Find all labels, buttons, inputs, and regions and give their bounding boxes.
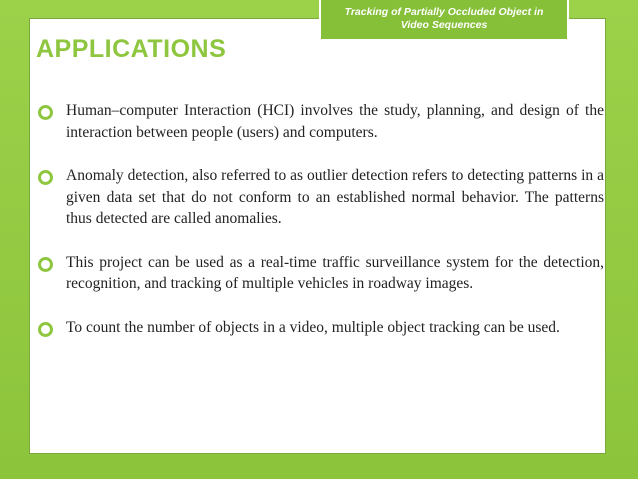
slide-header-tab [319, 0, 569, 41]
bullet-item [36, 317, 604, 339]
bullet-text: Anomaly detection, also referred to as outlier detection refers to detecting patterns in a given data set that do not conform to an established normal behavior. The patterns thus detected are called anomalies. [66, 167, 604, 227]
bullet-list [36, 100, 604, 360]
ring-bullet-icon [38, 322, 53, 337]
bullet-text: Human–computer Interaction (HCI) involves the study, planning, and design of the interaction between people (users) and computers. [66, 102, 604, 141]
bullet-text: This project can be used as a real-time traffic surveillance system for the detection, recognition, and tracking of multiple vehicles in roadway images. [66, 253, 604, 292]
bullet-item [36, 165, 604, 230]
header-line-1: Tracking of Partially Occluded Object in [344, 6, 544, 18]
bullet-item [36, 100, 604, 143]
bullet-item [36, 252, 604, 295]
bullet-text: To count the number of objects in a video, multiple object tracking can be used. [66, 318, 560, 336]
ring-bullet-icon [38, 105, 53, 120]
header-line-2: Video Sequences [400, 19, 488, 31]
ring-bullet-icon [38, 170, 53, 185]
ring-bullet-icon [38, 257, 53, 272]
slide-title: APPLICATIONS [36, 35, 227, 63]
